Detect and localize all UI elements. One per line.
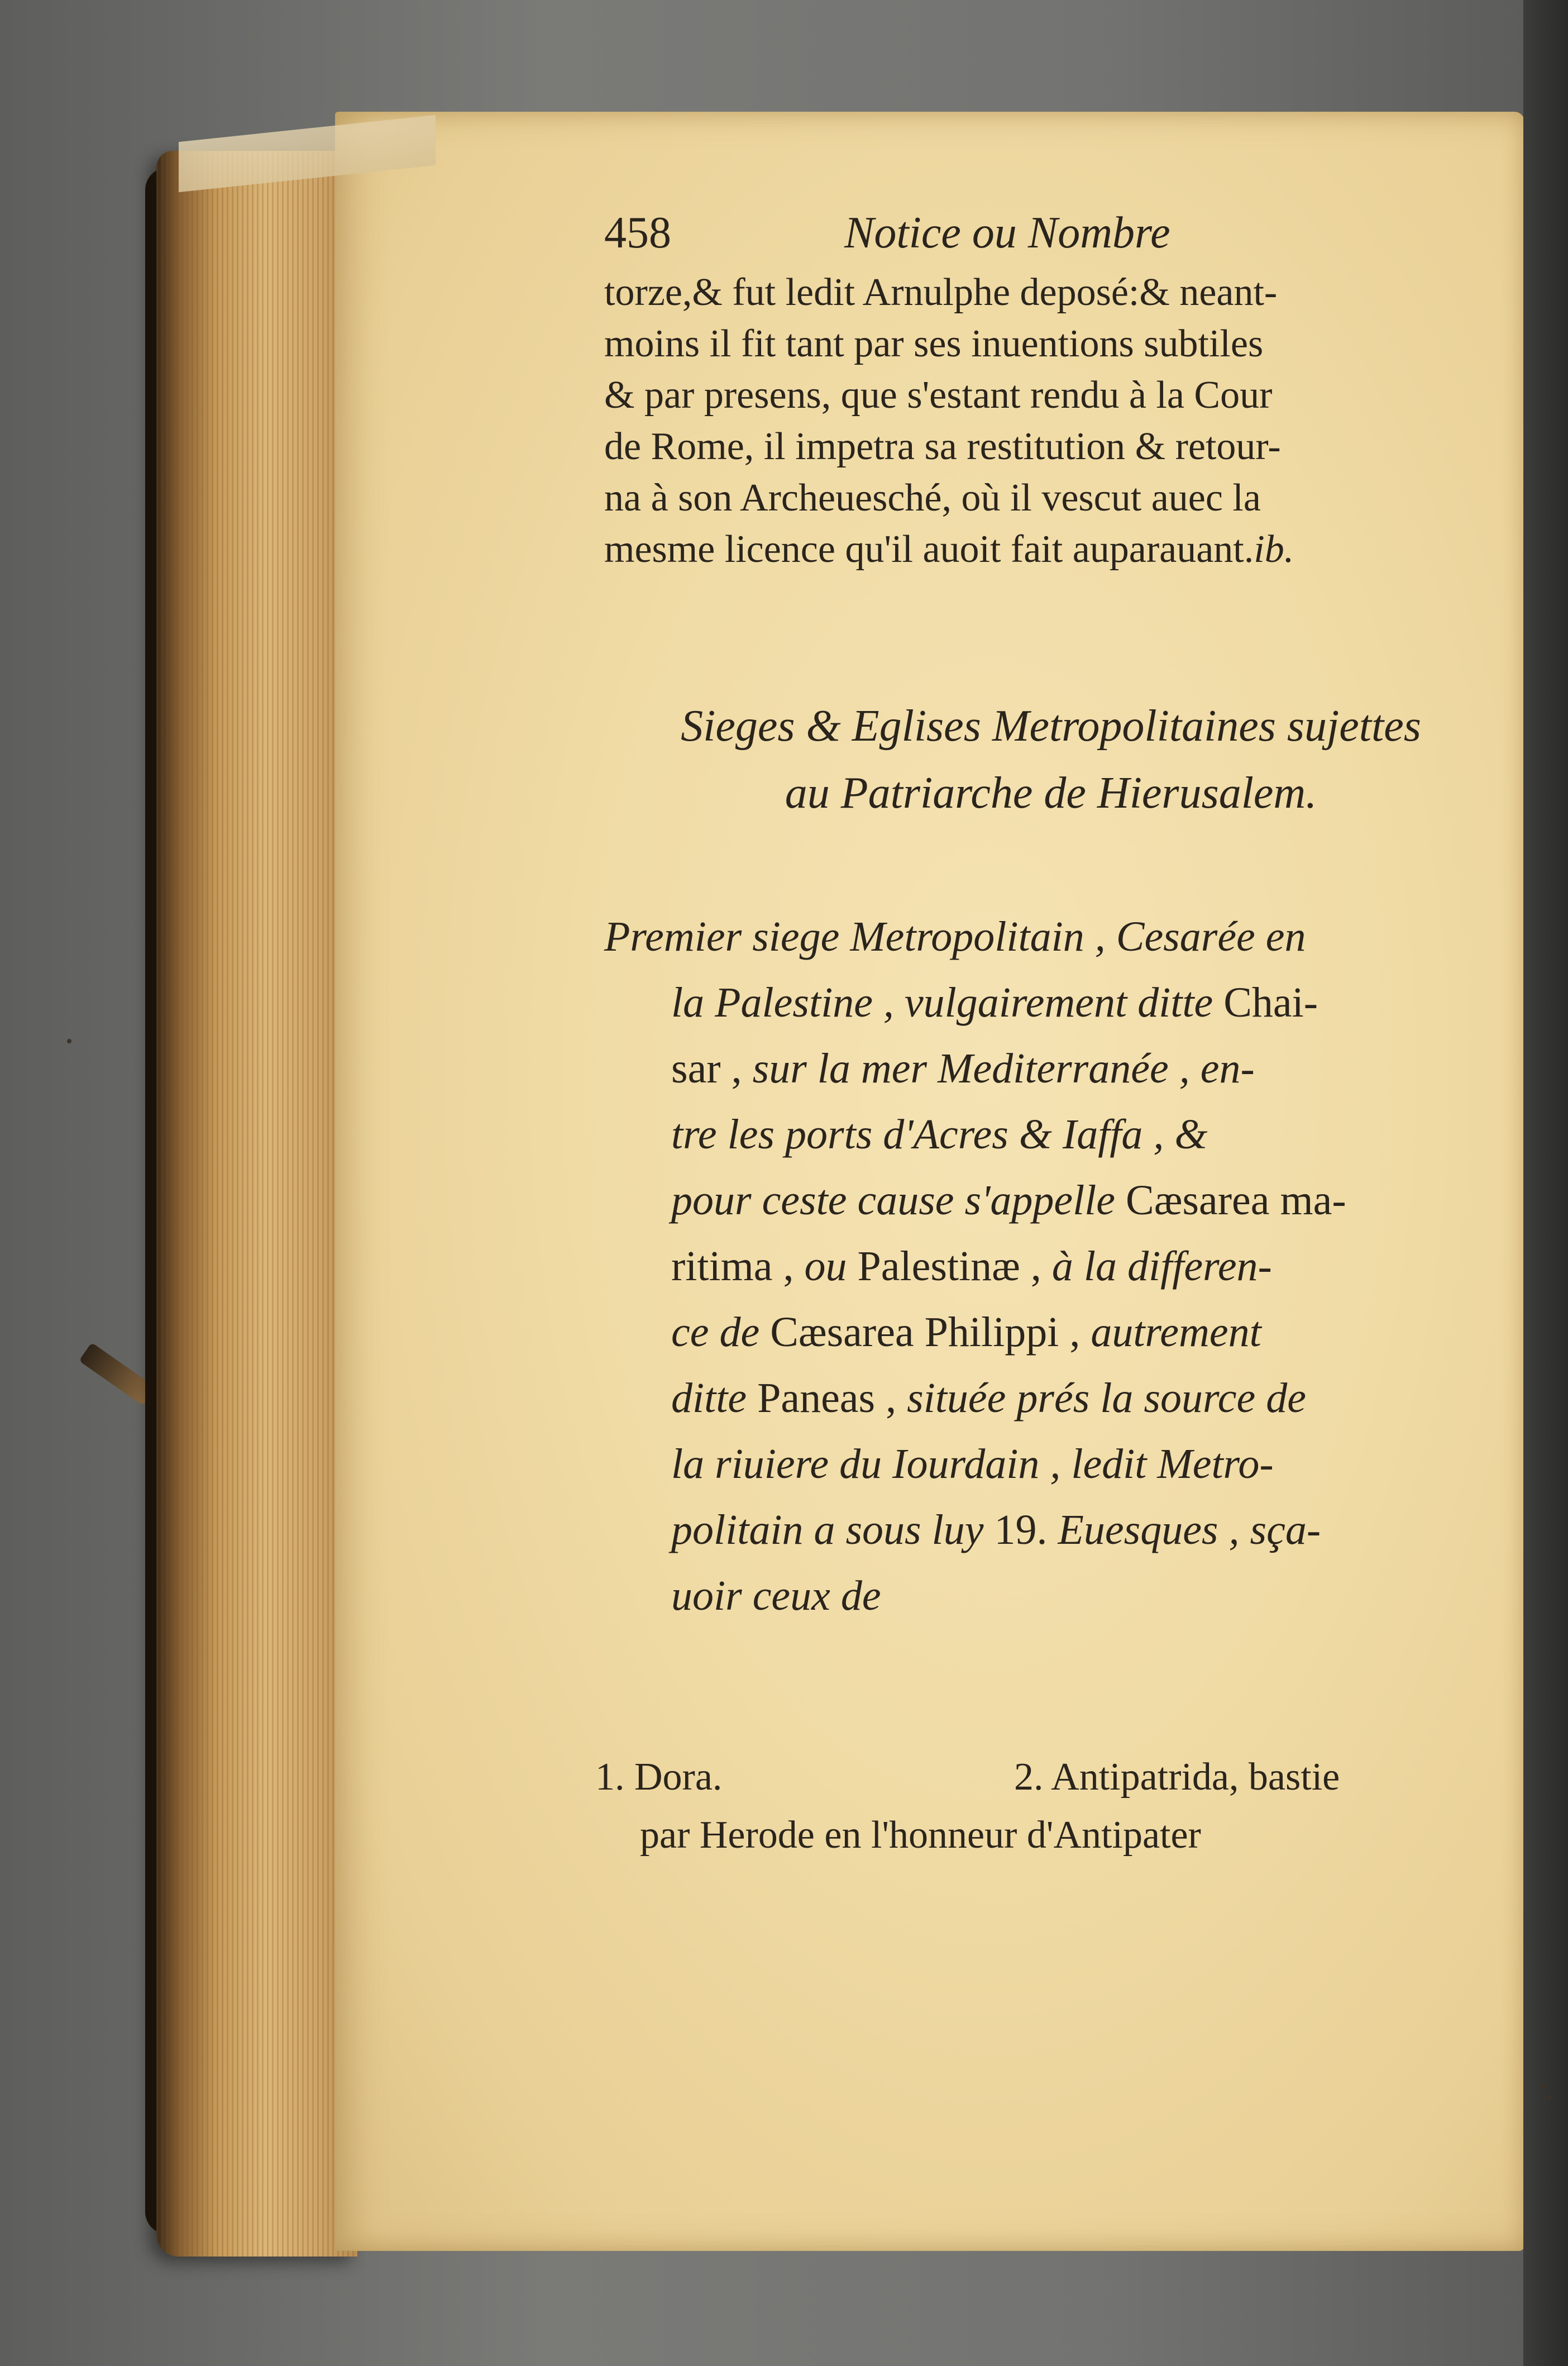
text-run: Premier siege Metropolitain , Cesarée en xyxy=(604,913,1306,960)
running-head xyxy=(604,208,1170,259)
ink-speck xyxy=(1541,2083,1547,2089)
text-run: Paneas , xyxy=(757,1375,907,1421)
text-run: pour ceste cause s'appelle xyxy=(671,1177,1126,1224)
list-item: 2. Antipatrida, bastie xyxy=(1014,1756,1340,1799)
text-line xyxy=(604,1563,1346,1629)
text-line xyxy=(604,970,1346,1036)
page-number: 458 xyxy=(604,208,671,257)
text-run: autrement xyxy=(1091,1309,1261,1356)
heading-line: Sieges & Eglises Metropolitaines sujettes xyxy=(681,702,1421,751)
text-run: Chai- xyxy=(1223,979,1318,1026)
text-run: ou xyxy=(804,1243,858,1290)
text-line: na à son Archeuesché, où il vescut auec la xyxy=(604,476,1261,519)
text-run: 19. xyxy=(994,1506,1058,1553)
text-line-last xyxy=(604,524,1294,575)
text-line: mesme licence qu'il auoit fait auparauant. xyxy=(604,528,1254,571)
running-title: Notice ou Nombre xyxy=(844,208,1170,257)
text-line xyxy=(604,1101,1346,1167)
ink-speck xyxy=(1547,2095,1551,2099)
text-run: Palestinæ , xyxy=(857,1243,1052,1290)
paragraph-1 xyxy=(604,267,1294,575)
text-line xyxy=(604,1233,1346,1299)
text-line: torze,& fut ledit Arnulphe deposé:& neant- xyxy=(604,271,1278,314)
text-run: politain a sous luy xyxy=(671,1506,995,1553)
paragraph-2 xyxy=(604,904,1346,1629)
text-line: de Rome, il impetra sa restitution & retour- xyxy=(604,425,1281,468)
text-run: tre les ports d'Acres & Iaffa , & xyxy=(671,1111,1208,1158)
text-run: ce de xyxy=(671,1309,771,1356)
text-run: à la differen- xyxy=(1051,1243,1272,1290)
reference-abbrev: ib. xyxy=(1254,528,1294,571)
ink-speck xyxy=(67,1039,71,1043)
section-heading xyxy=(604,693,1498,827)
text-line xyxy=(604,1497,1346,1563)
text-run: sur la mer Mediterranée , en- xyxy=(752,1045,1255,1092)
text-line xyxy=(604,1167,1346,1233)
text-run: ritima , xyxy=(671,1243,805,1290)
text-run: sar , xyxy=(671,1045,753,1092)
text-line: moins il fit tant par ses inuentions subtiles xyxy=(604,322,1264,365)
list-line xyxy=(595,1748,1340,1806)
text-run: uoir ceux de xyxy=(671,1572,881,1619)
heading-line: au Patriarche de Hierusalem. xyxy=(785,769,1317,818)
text-run: située prés la source de xyxy=(907,1375,1306,1421)
text-line: & par presens, que s'estant rendu à la Cour xyxy=(604,374,1273,417)
book-page-edges xyxy=(156,151,357,2257)
list-item: 1. Dora. xyxy=(595,1756,723,1799)
text-run: la Palestine , vulgairement ditte xyxy=(671,979,1224,1026)
text-run: Cæsarea ma- xyxy=(1126,1177,1346,1224)
text-line xyxy=(604,1431,1346,1497)
text-run: Cæsarea Philippi , xyxy=(770,1309,1091,1356)
list-item-continuation: par Herode en l'honneur d'Antipater xyxy=(640,1814,1201,1857)
text-run: la riuiere du Iourdain , ledit Metro- xyxy=(671,1440,1274,1487)
bishopric-list xyxy=(595,1748,1340,1864)
text-line xyxy=(604,904,1346,970)
text-run: Euesques , sça- xyxy=(1058,1506,1321,1553)
text-run: ditte xyxy=(671,1375,758,1421)
text-line xyxy=(604,1365,1346,1431)
text-line xyxy=(604,1299,1346,1365)
text-line xyxy=(604,1036,1346,1101)
right-shadow xyxy=(1523,0,1568,2366)
